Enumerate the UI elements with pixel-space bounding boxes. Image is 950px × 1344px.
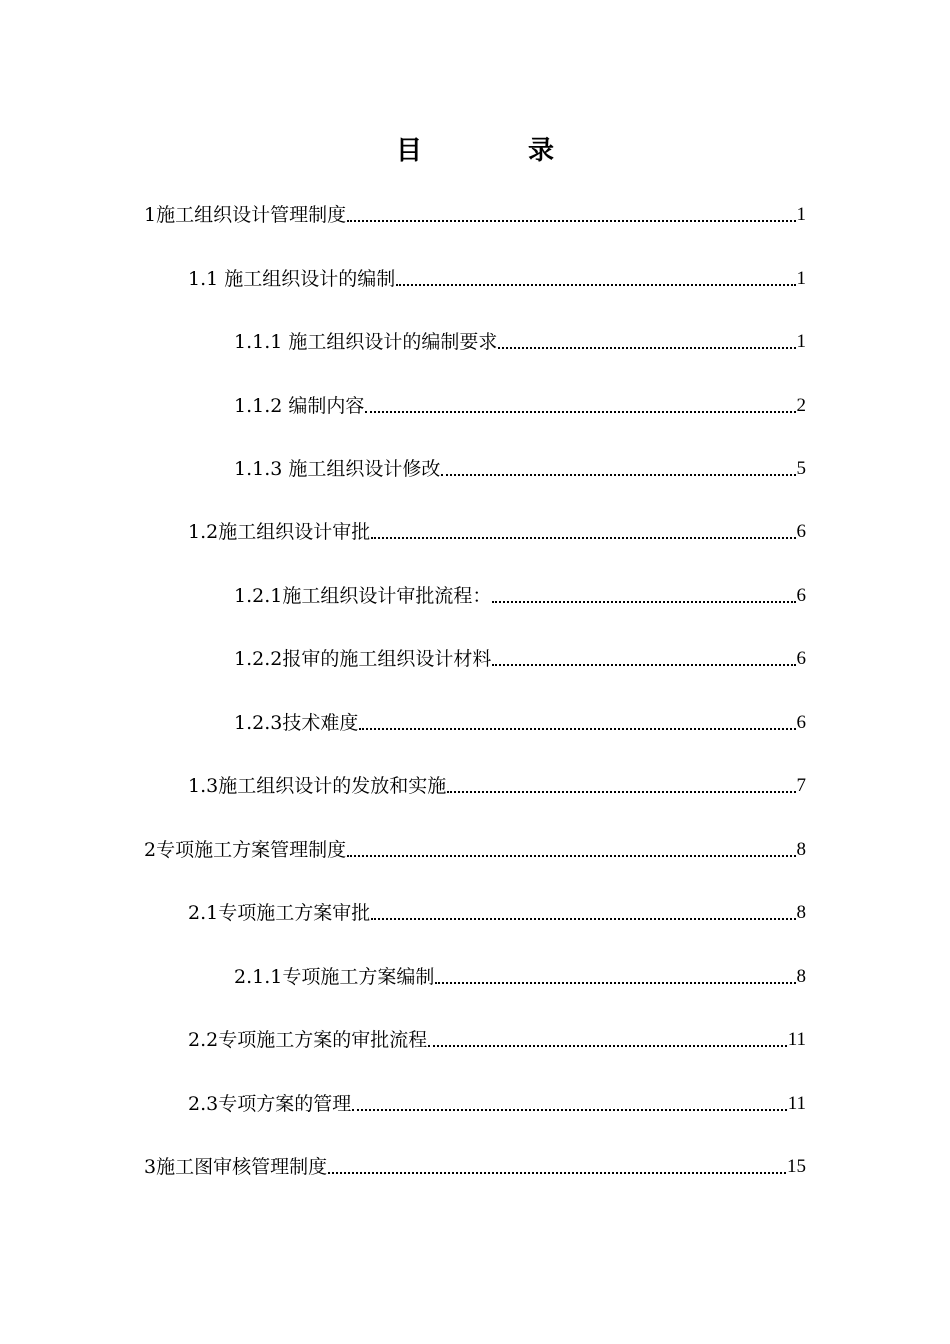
toc-entry-page: 1 [796, 331, 806, 352]
toc-dot-leader [328, 1154, 786, 1180]
toc-dot-leader [347, 202, 795, 228]
toc-entry-label: 1.2.3技术难度 [234, 712, 359, 734]
toc-entry[interactable] [234, 706, 806, 736]
toc-entry[interactable] [144, 833, 806, 863]
toc-entry-label: 2.1专项施工方案审批 [188, 902, 371, 924]
toc-dot-leader [371, 519, 795, 545]
toc-entry[interactable] [234, 642, 806, 672]
toc-dot-leader [492, 583, 795, 609]
toc-dot-leader [347, 837, 795, 863]
toc-entry-label: 1.1 施工组织设计的编制 [188, 268, 396, 290]
toc-entry[interactable] [188, 896, 806, 926]
toc-entry-page: 6 [796, 585, 806, 606]
toc-entry-label: 1.2.2报审的施工组织设计材料 [234, 648, 492, 670]
toc-entry[interactable] [144, 198, 806, 228]
toc-entry[interactable] [234, 579, 806, 609]
toc-entry-label: 2专项施工方案管理制度 [144, 839, 347, 861]
toc-entry-page: 11 [787, 1093, 806, 1114]
toc-entry-page: 1 [796, 268, 806, 289]
toc-dot-leader [352, 1091, 786, 1117]
toc-dot-leader [441, 456, 795, 482]
toc-dot-leader [359, 710, 795, 736]
toc-entry-label: 2.1.1专项施工方案编制 [234, 966, 435, 988]
toc-entry[interactable] [188, 1023, 806, 1053]
toc-entry[interactable] [188, 515, 806, 545]
toc-entry-page: 8 [796, 839, 806, 860]
toc-entry-label: 3施工图审核管理制度 [144, 1156, 328, 1178]
toc-dot-leader [396, 266, 795, 292]
toc-dot-leader [371, 900, 795, 926]
toc-dot-leader [365, 393, 795, 419]
toc-entry[interactable] [234, 325, 806, 355]
toc-entry-label: 1.1.1 施工组织设计的编制要求 [234, 331, 498, 353]
toc-entry[interactable] [234, 960, 806, 990]
toc-entry-label: 1.2.1施工组织设计审批流程： [234, 585, 492, 607]
toc-entry[interactable] [234, 452, 806, 482]
toc-title: 目 录 [395, 136, 594, 166]
toc-dot-leader [447, 773, 795, 799]
toc-entry-page: 8 [796, 902, 806, 923]
toc-entry[interactable] [234, 389, 806, 419]
toc-entry-page: 7 [796, 775, 806, 796]
toc-entry-page: 6 [796, 712, 806, 733]
toc-dot-leader [498, 329, 795, 355]
toc-entry-page: 15 [787, 1156, 806, 1177]
toc-dot-leader [428, 1027, 786, 1053]
toc-entry-page: 6 [796, 521, 806, 542]
toc-entry-page: 1 [796, 204, 806, 225]
toc-entry-page: 8 [796, 966, 806, 987]
toc-entry-label: 1.1.2 编制内容 [234, 395, 365, 417]
toc-entry-label: 2.2专项施工方案的审批流程 [188, 1029, 428, 1051]
toc-entry-label: 1.3施工组织设计的发放和实施 [188, 775, 447, 797]
toc-dot-leader [492, 646, 795, 672]
toc-entry[interactable] [188, 1087, 806, 1117]
toc-entry-label: 1.2施工组织设计审批 [188, 521, 371, 543]
toc-dot-leader [435, 964, 795, 990]
toc-entry-label: 1施工组织设计管理制度 [144, 204, 347, 226]
toc-entry[interactable] [188, 262, 806, 292]
toc-entry-label: 1.1.3 施工组织设计修改 [234, 458, 441, 480]
toc-entry-label: 2.3专项方案的管理 [188, 1093, 352, 1115]
toc-entry-page: 6 [796, 648, 806, 669]
toc-entry[interactable] [144, 1150, 806, 1180]
toc-entry-page: 11 [787, 1029, 806, 1050]
toc-entry[interactable] [188, 769, 806, 799]
toc-entry-page: 5 [796, 458, 806, 479]
toc-entry-page: 2 [796, 395, 806, 416]
